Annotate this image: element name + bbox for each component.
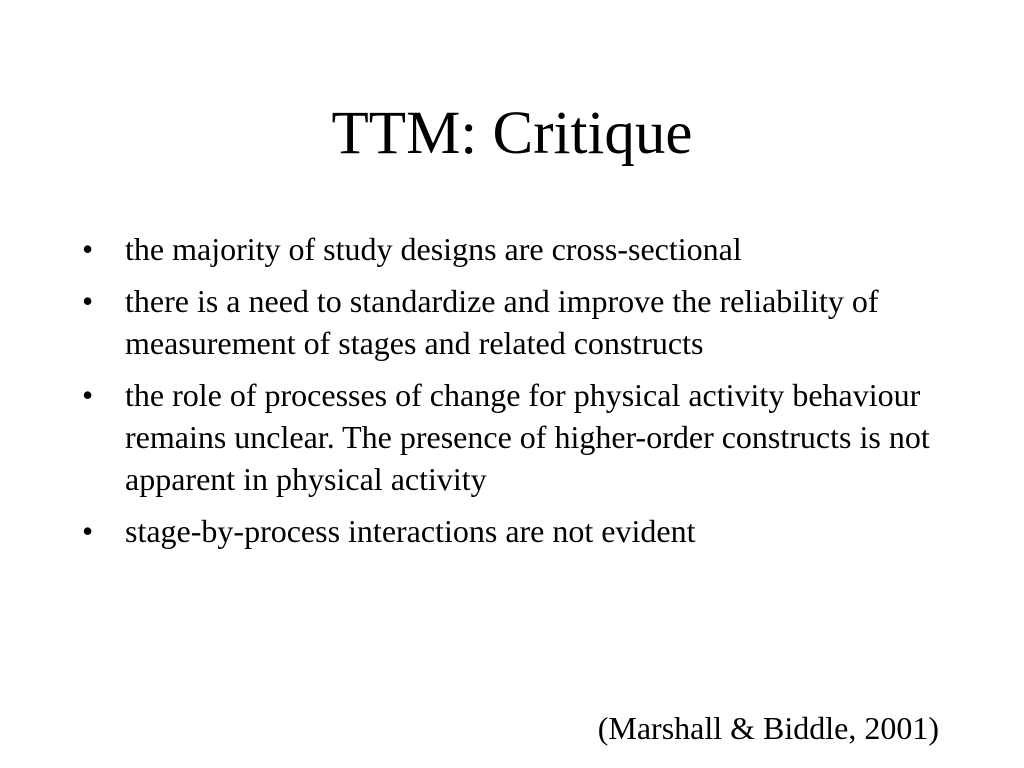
bullet-marker: • (82, 231, 94, 267)
bullet-text: the majority of study designs are cross-sectional (125, 231, 742, 267)
bullet-text: the role of processes of change for physical activity behaviour remains unclear. The presence of higher-order constructs is not apparent in physical activity (125, 377, 930, 497)
bullet-item (82, 374, 942, 500)
bullet-item (82, 280, 942, 364)
bullet-item (82, 228, 942, 270)
bullet-list (82, 228, 942, 562)
bullet-marker: • (82, 283, 94, 319)
bullet-item (82, 510, 942, 552)
bullet-text: there is a need to standardize and improve the reliability of measurement of stages and related constructs (125, 283, 879, 361)
bullet-text: stage-by-process interactions are not evident (125, 513, 696, 549)
bullet-marker: • (82, 513, 94, 549)
slide-title: TTM: Critique (331, 100, 693, 167)
bullet-marker: • (82, 377, 94, 413)
citation: (Marshall & Biddle, 2001) (597, 710, 939, 746)
